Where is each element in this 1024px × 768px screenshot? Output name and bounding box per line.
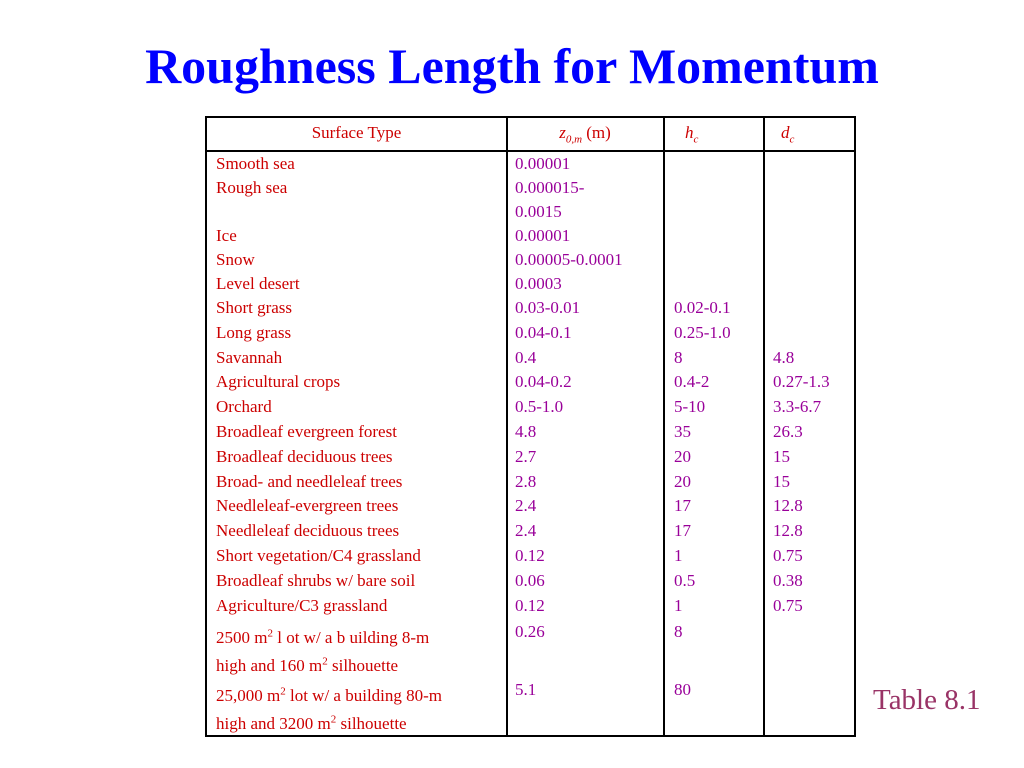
z0m-cell: 0.000015- — [515, 178, 585, 197]
h-25000-lot: 80 — [674, 680, 691, 699]
z0m-cell: 2.4 — [515, 521, 537, 541]
hc-cell: 17 — [674, 496, 691, 516]
surface-cell: Broadleaf deciduous trees — [216, 446, 393, 466]
hc-cell: 0.25-1.0 — [674, 322, 731, 342]
surface-25000-text-a: 25,000 m — [216, 686, 281, 705]
header-z-main: z — [559, 123, 566, 142]
surface-cell: Savannah — [216, 347, 283, 367]
header-hc — [685, 122, 755, 144]
surface-cell: Broad- and needleleaf trees — [216, 471, 403, 491]
surface-cell: Broadleaf evergreen forest — [216, 422, 397, 441]
dc-cell: 0.75 — [773, 546, 803, 565]
header-d-main: d — [781, 123, 790, 142]
column-divider — [506, 118, 508, 735]
surface-cell: Ice — [216, 226, 237, 245]
surface-2500-sup2: 2 — [322, 655, 328, 668]
dc-cell: 3.3-6.7 — [773, 397, 822, 417]
surface-cell: Short vegetation/C4 grassland — [216, 546, 421, 565]
dc-cell: 15 — [773, 471, 790, 491]
dc-cell: 26.3 — [773, 422, 803, 441]
surface-2500-text-d: silhouette — [327, 656, 399, 675]
z0m-cell: 2.7 — [515, 446, 537, 466]
z0m-cell: 4.8 — [515, 422, 537, 441]
dc-cell: 12.8 — [773, 521, 803, 541]
surface-cell: Smooth sea — [216, 154, 295, 173]
z0m-cell: 0.03-0.01 — [515, 298, 581, 317]
hc-cell: 17 — [674, 521, 691, 541]
header-h-sub: c — [693, 133, 699, 146]
hc-cell: 35 — [674, 422, 691, 441]
surface-cell: Agriculture/C3 grassland — [216, 595, 388, 615]
hc-cell: 20 — [674, 471, 691, 491]
header-d-sub: c — [789, 133, 795, 146]
surface-cell: Broadleaf shrubs w/ bare soil — [216, 570, 416, 590]
header-h-main: h — [685, 123, 694, 142]
surface-cell: Short grass — [216, 298, 293, 317]
dc-cell: 0.38 — [773, 570, 803, 590]
surface-cell: Needleleaf-evergreen trees — [216, 496, 399, 516]
surface-cell: Needleleaf deciduous trees — [216, 521, 400, 541]
surface-2500-lot — [216, 624, 429, 680]
hc-cell: 0.4-2 — [674, 372, 710, 392]
z0m-cell: 0.5-1.0 — [515, 397, 564, 417]
surface-cell: Long grass — [216, 322, 292, 342]
z0m-cell: 0.06 — [515, 570, 545, 590]
hc-cell: 8 — [674, 347, 683, 367]
surface-2500-sup: 2 — [267, 627, 273, 640]
header-dc — [781, 122, 851, 144]
z0m-cell: 2.8 — [515, 471, 537, 491]
hc-cell: 20 — [674, 446, 691, 466]
dc-cell: 0.27-1.3 — [773, 372, 830, 392]
z0m-cell: 0.00005-0.0001 — [515, 250, 623, 269]
hc-cell: 0.5 — [674, 570, 696, 590]
dc-cell: 15 — [773, 446, 790, 466]
dc-cell: 4.8 — [773, 347, 795, 367]
surface-25000-text-b: lot w/ a building 80-m — [285, 686, 443, 705]
z0m-cell: 0.00001 — [515, 154, 571, 173]
surface-cell: Level desert — [216, 274, 300, 293]
header-z-sub: 0,m — [565, 133, 583, 146]
surface-2500-text-a: 2500 m — [216, 628, 268, 647]
z-2500-lot: 0.26 — [515, 622, 545, 641]
column-divider — [763, 118, 765, 735]
z0m-cell: 0.04-0.1 — [515, 322, 572, 342]
surface-cell: Rough sea — [216, 178, 288, 197]
h-2500-lot: 8 — [674, 622, 683, 641]
surface-25000-sup2: 2 — [330, 713, 337, 726]
header-z-unit: (m) — [586, 123, 611, 142]
surface-25000-lot — [216, 682, 442, 738]
z-25000-lot: 5.1 — [515, 680, 537, 699]
dc-cell: 0.75 — [773, 595, 803, 615]
z0m-cell: 0.0015 — [515, 202, 562, 221]
z0m-cell: 0.00001 — [515, 226, 571, 245]
page-title: Roughness Length for Momentum — [145, 38, 879, 94]
column-divider — [663, 118, 665, 735]
z0m-cell: 2.4 — [515, 496, 537, 516]
header-surface-type: Surface Type — [311, 123, 402, 142]
surface-25000-text-c: high and 3200 m — [216, 714, 331, 733]
surface-cell: Snow — [216, 250, 255, 269]
surface-25000-text-d: silhouette — [336, 714, 407, 733]
hc-cell: 1 — [674, 546, 683, 565]
hc-cell: 0.02-0.1 — [674, 298, 731, 317]
header-z0m — [507, 122, 663, 144]
hc-cell: 5-10 — [674, 397, 706, 417]
surface-25000-sup: 2 — [280, 685, 286, 698]
z0m-cell: 0.04-0.2 — [515, 372, 572, 392]
z0m-cell: 0.0003 — [515, 274, 562, 293]
surface-cell: Orchard — [216, 397, 272, 417]
hc-cell: 1 — [674, 595, 683, 615]
dc-cell: 12.8 — [773, 496, 803, 516]
surface-2500-text-b: l ot w/ a b uilding 8-m — [272, 628, 430, 647]
z0m-cell: 0.12 — [515, 546, 545, 565]
surface-cell: Agricultural crops — [216, 372, 341, 392]
roughness-table — [205, 116, 856, 737]
z0m-cell: 0.12 — [515, 595, 545, 615]
z0m-cell: 0.4 — [515, 347, 537, 367]
table-caption: Table 8.1 — [873, 684, 981, 716]
surface-2500-text-c: high and 160 m — [216, 656, 323, 675]
